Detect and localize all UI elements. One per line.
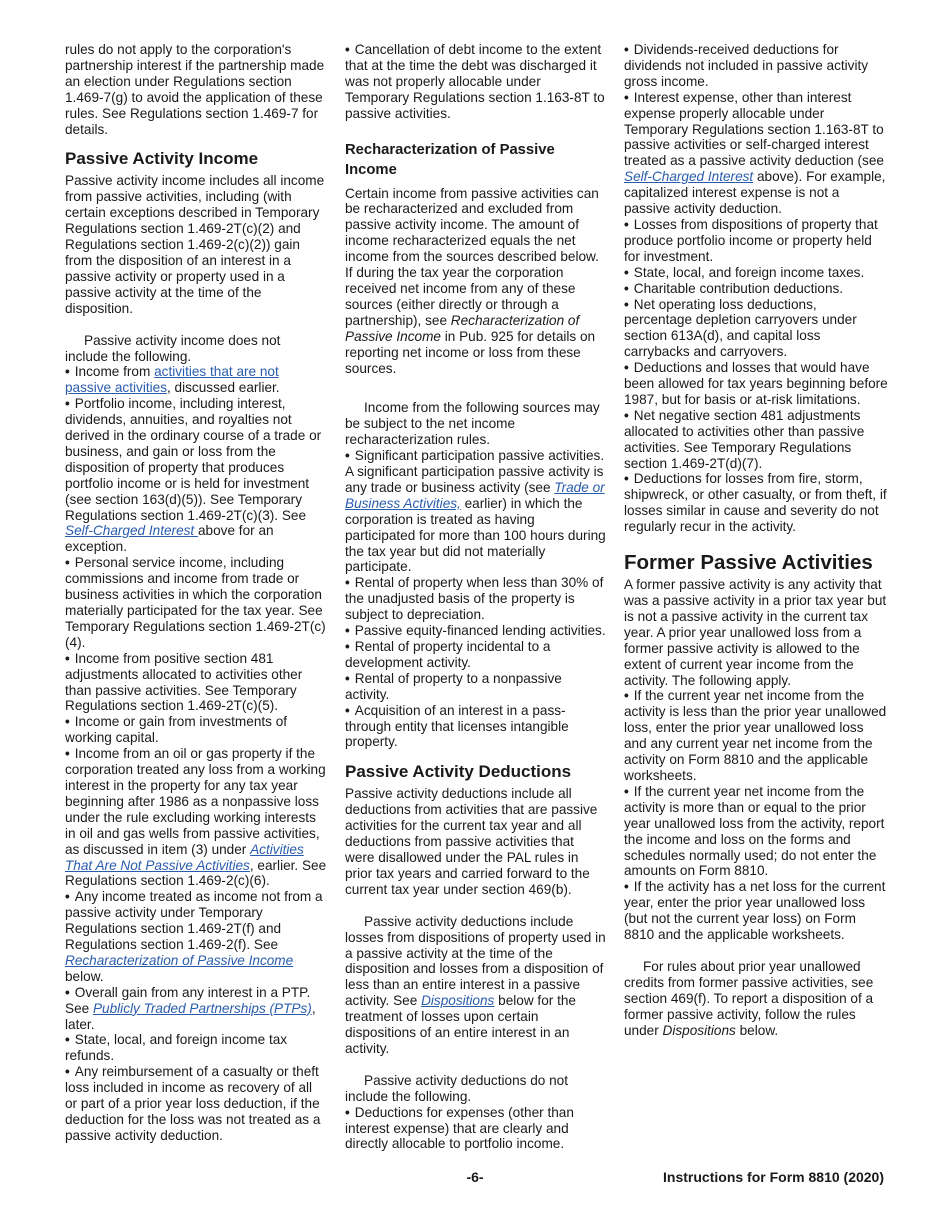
bullet-item: • Income from an oil or gas property if the corporation treated any loss from a working interest in the property for any tax year beginning after 1986 as a nonpassive loss under the rule excluding working interests in oil and gas wells from passive activities, as discussed in item (3) under Activities That Are Not Passive Activities, earlier. See Regulations section 1.469-2(c)(6). — [65, 746, 327, 889]
bullet-item: • Portfolio income, including interest, dividends, annuities, and royalties not derived in the ordinary course of a trade or business, and gain or loss from the disposition of property that produces portfolio income or is held for investment (see section 163(d)(5)). See Temporary Regulations section 1.469-2T(c)(3). See Self-Charged Interest above for an exception. — [65, 396, 327, 555]
bullet-item: • Net operating loss deductions, percentage depletion carryovers under section 613A(d), and capital loss carrybacks and carryovers. — [624, 297, 888, 361]
bullet-item: • Cancellation of debt income to the extent that at the time the debt was discharged it was not properly allocable under Temporary Regulations section 1.163-8T to passive activities. — [345, 42, 607, 122]
bullet-item: • Rental of property to a nonpassive activity. — [345, 671, 607, 703]
bullet-item: • If the current year net income from the activity is more than or equal to the prior year unallowed loss from the activity, report the income and loss on the forms and schedules normally used; do not enter the amounts on Form 8810. — [624, 784, 888, 879]
bullet-item: • Personal service income, including commissions and income from trade or business activities in which the corporation materially participated for the tax year. See Temporary Regulations section 1.469-2T(c)(4). — [65, 555, 327, 650]
bullet-item: • Rental of property incidental to a development activity. — [345, 639, 607, 671]
bullet-item: • Any reimbursement of a casualty or theft loss included in income as recovery of all or part of a prior year loss deduction, if the deduction for the loss was not treated as a passive activity deduction. — [65, 1064, 327, 1144]
bullet-item: • Acquisition of an interest in a pass-through entity that licenses intangible property. — [345, 703, 607, 751]
column-left — [65, 42, 327, 1144]
heading-recharacterization: Recharacterization of Passive Income — [345, 141, 555, 178]
bullet-item: • Deductions and losses that would have been allowed for tax years beginning before 1987, but for basis or at-risk limitations. — [624, 360, 888, 408]
paragraph-deductions-exclude: Passive activity deductions do not include the following. — [345, 1072, 569, 1104]
bullet-item: • If the current year net income from the activity is less than the prior year unallowed loss, enter the prior year unallowed loss and any current year net income from the activity on Form 8810 and the applicable worksheets. — [624, 688, 888, 783]
bullet-item: • State, local, and foreign income tax refunds. — [65, 1032, 327, 1064]
paragraph-does-not-include: Passive activity income does not include the following. — [65, 332, 281, 364]
bullet-item: • Charitable contribution deductions. — [624, 281, 888, 297]
link-activities-not-passive[interactable]: activities that are not passive activities — [65, 364, 279, 396]
paragraph-prior-year-credits: For rules about prior year unallowed credits from former passive activities, see section 469(f). To report a disposition of a former passive activity, follow the rules under Dispositions below. — [624, 958, 874, 1038]
bullet-item: • If the activity has a net loss for the current year, enter the prior year unallowed loss (but not the current year loss) on Form 8810 and the applicable worksheets. — [624, 879, 888, 943]
bullet-item: • Overall gain from any interest in a PTP. See Publicly Traded Partnerships (PTPs), later. — [65, 985, 327, 1033]
link-self-charged-interest[interactable]: Self-Charged Interest — [624, 169, 754, 185]
bullet-item: • Deductions for losses from fire, storm, shipwreck, or other casualty, or from theft, if losses similar in cause and severity do not regularly recur in the activity. — [624, 471, 888, 535]
link-dispositions[interactable]: Dispositions — [421, 993, 495, 1009]
link-activities-not-passive-activities[interactable]: Activities That Are Not Passive Activities — [65, 841, 304, 873]
bullet-item: • Any income treated as income not from a passive activity under Temporary Regulations section 1.469-2T(f) and Regulations section 1.469-2(f). See Recharacterization of Passive Income below. — [65, 889, 327, 984]
column-middle — [345, 42, 607, 1152]
bullet-item: • Interest expense, other than interest expense properly allocable under Temporary Regulations section 1.163-8T to passive activities or self-charged interest treated as a passive activity deduction (see Self-Charged Interest above). For example, capitalized interest expense is not a passive activity deduction. — [624, 90, 888, 217]
link-trade-or-business[interactable]: Trade or Business Activities, — [345, 479, 605, 511]
link-recharacterization[interactable]: Recharacterization of Passive Income — [65, 952, 294, 968]
heading-former-passive-activities: Former Passive Activities — [624, 551, 873, 575]
bullet-item: • Income from activities that are not passive activities, discussed earlier. — [65, 364, 327, 396]
bullet-item: • Income or gain from investments of working capital. — [65, 714, 327, 746]
bullet-item: • Net negative section 481 adjustments allocated to activities other than passive activities. See Temporary Regulations section 1.469-2T(d)(7). — [624, 408, 888, 472]
page-number: -6- — [466, 1169, 484, 1185]
paragraph-sources: Income from the following sources may be subject to the net income recharacterization rules. — [345, 400, 600, 448]
heading-passive-activity-deductions: Passive Activity Deductions — [345, 762, 572, 782]
paragraph-passive-activity-income: Passive activity income includes all income from passive activities, including (with certain exceptions described in Temporary Regulations section 1.469-2T(c)(2) and Regulations section 1.469-2(c)(2)) gain from the disposition of an interest in a passive activity or property used in a passive activity at the time of the disposition. — [65, 173, 325, 316]
form-title-footer: Instructions for Form 8810 (2020) — [663, 1169, 884, 1185]
bullet-item: • Passive equity-financed lending activities. — [345, 623, 607, 639]
link-self-charged-interest[interactable]: Self-Charged Interest — [65, 523, 198, 539]
paragraph-former-passive: A former passive activity is any activity that was a passive activity in a prior tax year but is not a passive activity in the current tax year. A prior year unallowed loss from a former passive activity is allowed to the extent of current year income from the activity. The following apply. — [624, 577, 887, 688]
bullet-item: • Rental of property when less than 30% of the unadjusted basis of the property is subject to depreciation. — [345, 575, 607, 623]
heading-passive-activity-income: Passive Activity Income — [65, 149, 259, 169]
column-right — [624, 42, 888, 1038]
bullet-item: • Deductions for expenses (other than interest expense) that are clearly and directly allocable to portfolio income. — [345, 1105, 607, 1153]
bullet-item: • Losses from dispositions of property that produce portfolio income or property held for investment. — [624, 217, 888, 265]
bullet-item: • Significant participation passive activities. A significant participation passive activity is any trade or business activity (see Trade or Business Activities, earlier) in which the corporation is treated as having participated for more than 100 hours during the tax year but did not materially participate. — [345, 448, 607, 575]
bullet-item: • State, local, and foreign income taxes. — [624, 265, 888, 281]
link-ptps[interactable]: Publicly Traded Partnerships (PTPs) — [92, 1000, 312, 1016]
bullet-item: • Income from positive section 481 adjustments allocated to activities other than passive activities. See Temporary Regulations section 1.469-2T(c)(5). — [65, 651, 327, 715]
paragraph-recharacterization: Certain income from passive activities can be recharacterized and excluded from passive activity income. The amount of income recharacterized equals the net income from the sources described below. If during the tax year the corporation received net income from any of these sources (either directly or through a partnership), see Recharacterization of Passive Income in Pub. 925 for details on reporting net income or loss from these sources. — [345, 185, 599, 376]
paragraph-passive-activity-deductions: Passive activity deductions include all deductions from activities that are passive activities for the current tax year and all deductions from passive activities that were disallowed under the PAL rules in prior tax years and carried forward to the current tax year under section 469(b). — [345, 786, 598, 897]
bullet-item: • Dividends-received deductions for dividends not included in passive activity gross income. — [624, 42, 888, 90]
paragraph-intro: rules do not apply to the corporation's partnership interest if the partnership made an election under Regulations section 1.469-7(g) to avoid the application of these rules. See Regulations section 1.469-7 for details. — [65, 42, 325, 137]
paragraph-deductions-include: Passive activity deductions include losses from dispositions of property used in a passive activity at the time of the disposition and losses from a disposition of less than an entire interest in a passive activity. See Dispositions below for the treatment of losses upon certain dispositions of an entire interest in an activity. — [345, 913, 606, 1056]
